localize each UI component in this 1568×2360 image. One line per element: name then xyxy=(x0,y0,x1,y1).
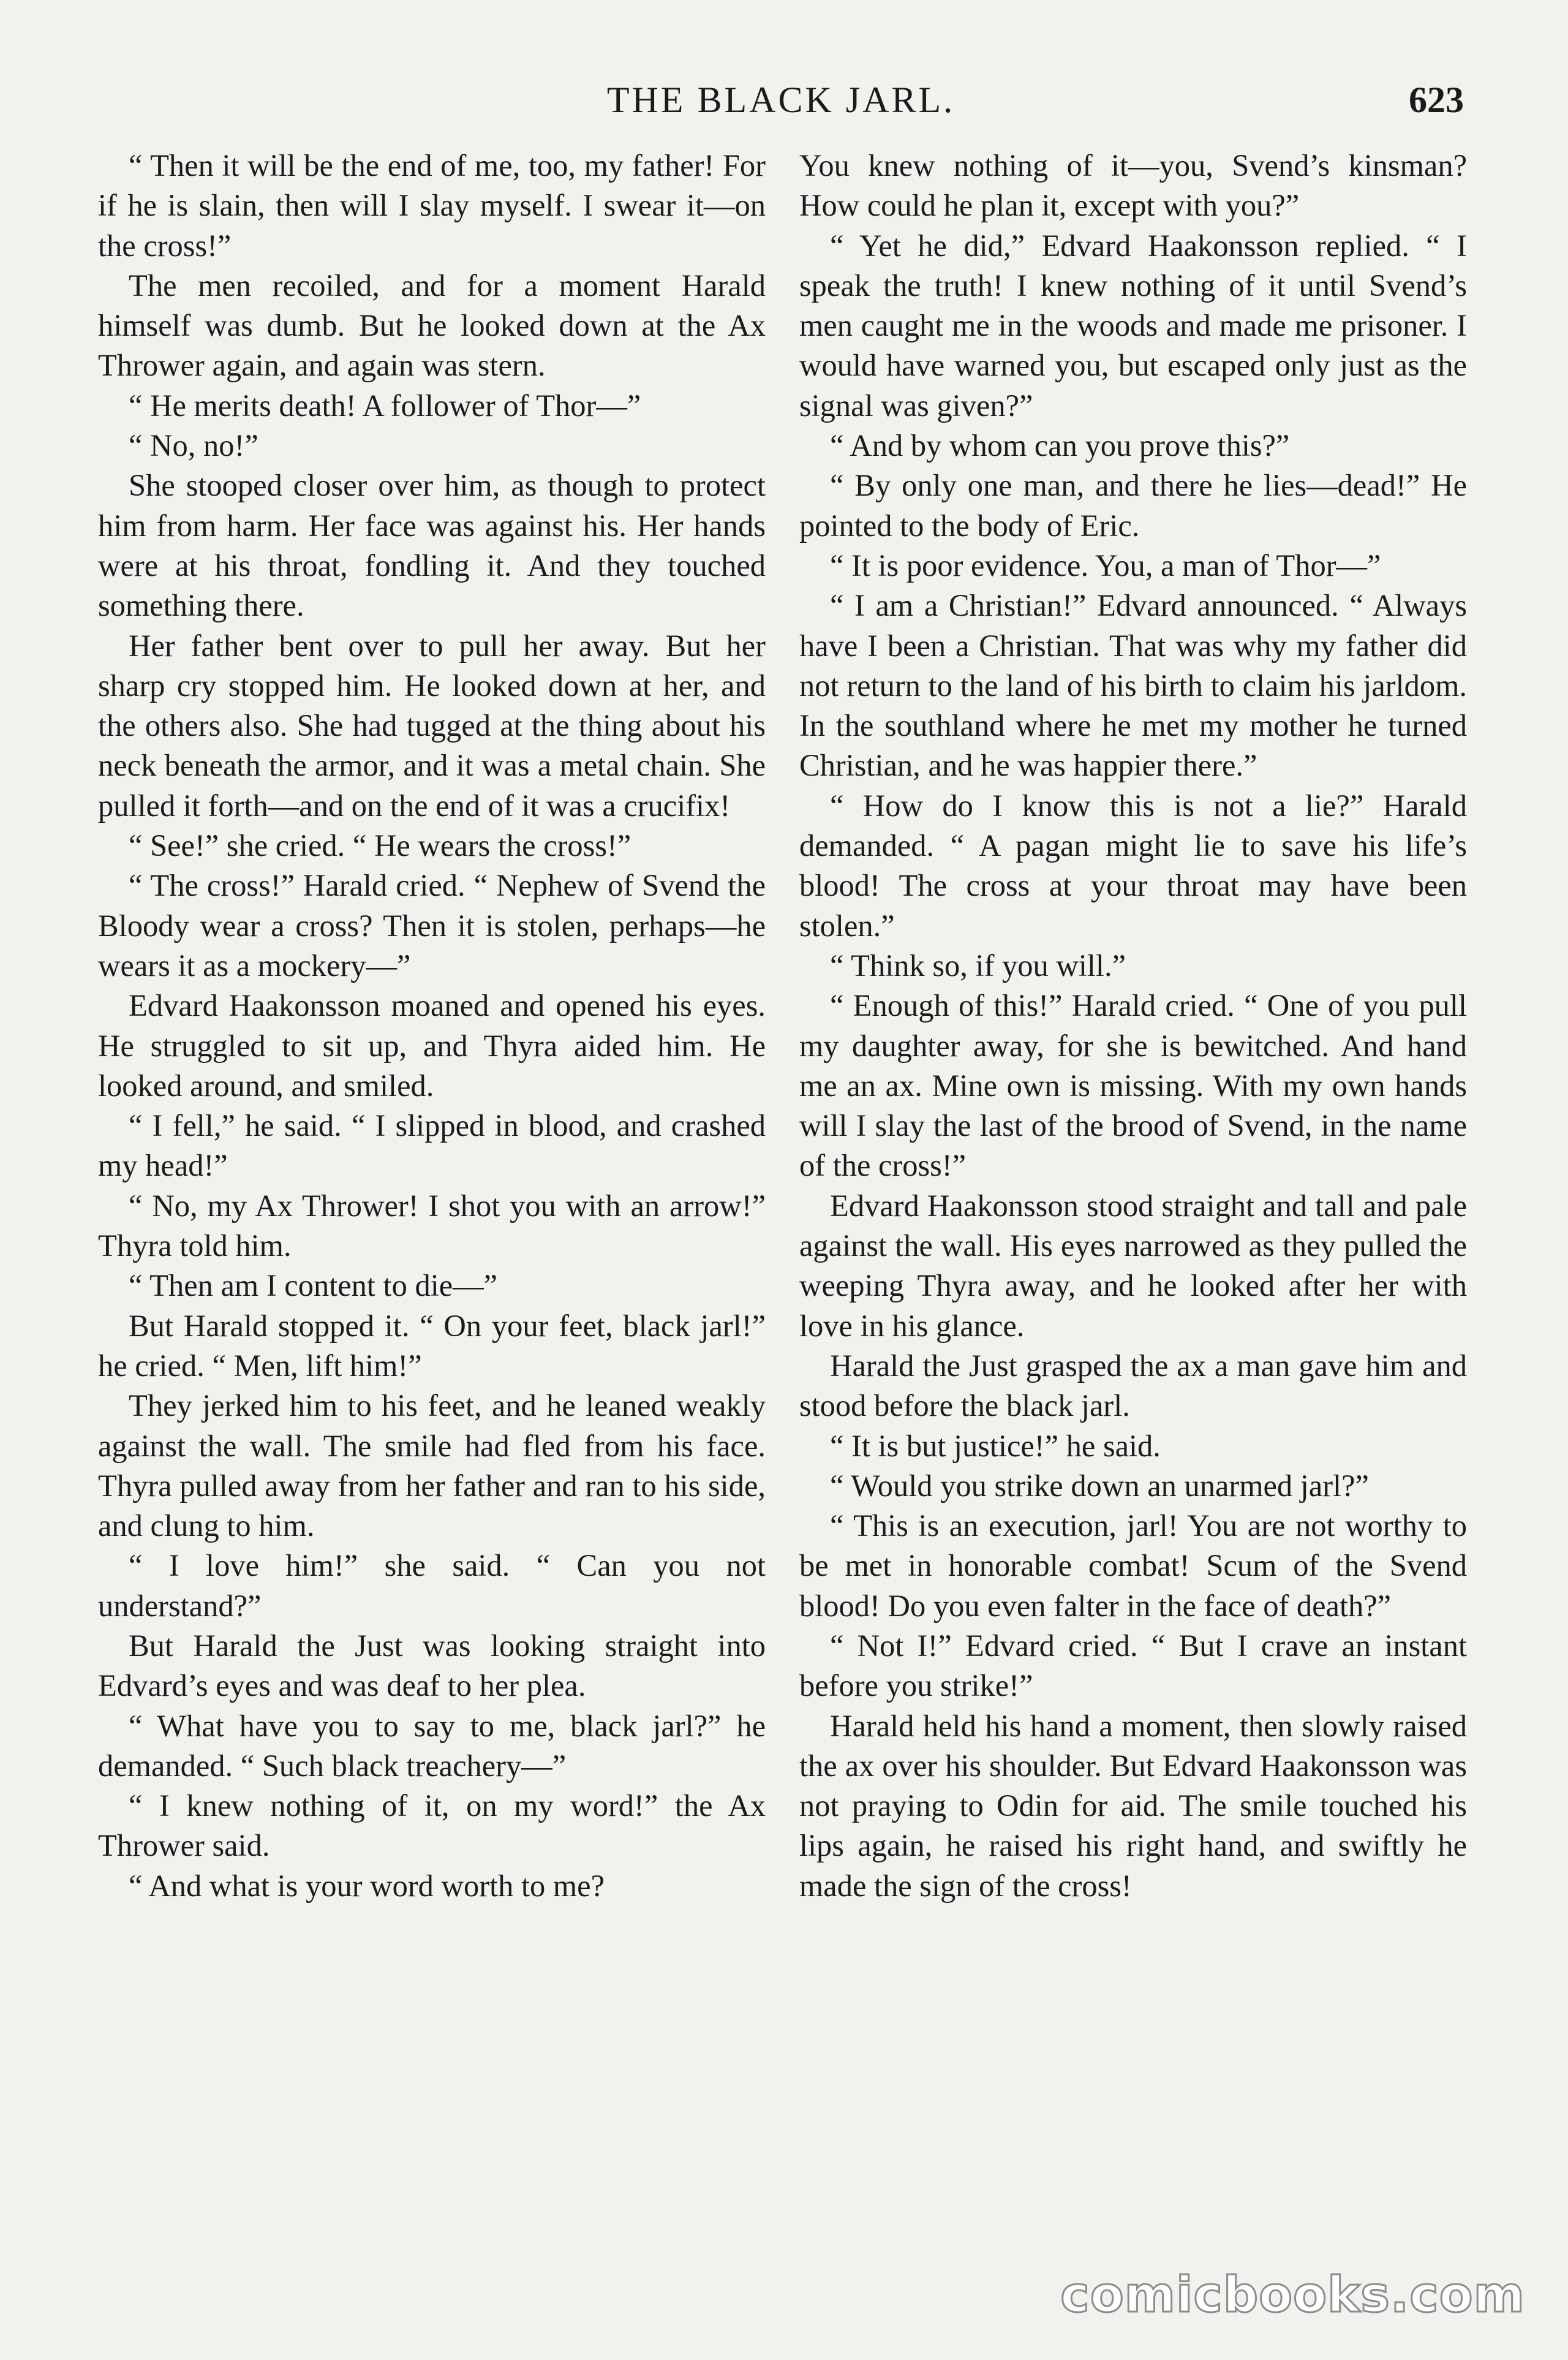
paragraph: “ No, my Ax Thrower! I shot you with an arrow!” Thyra told him. xyxy=(98,1188,766,1263)
paragraph: “ See!” she cried. “ He wears the cross!” xyxy=(129,828,631,863)
paragraph: “ It is but justice!” he said. xyxy=(830,1428,1161,1463)
paragraph: But Harald stopped it. “ On your feet, black jarl!” he cried. “ Men, lift him!” xyxy=(98,1308,766,1383)
paragraph: You knew nothing of it—you, Svend’s kinsman? How could he plan it, except with you?” xyxy=(799,148,1467,223)
paragraph: Her father bent over to pull her away. But her sharp cry stopped him. He looked down at her, and the others also. She had tugged at the thing about his neck beneath the armor, and it was a metal chain. She pulled it forth—and on the end of it was a crucifix! xyxy=(98,628,766,823)
paragraph: “ He merits death! A follower of Thor—” xyxy=(129,388,641,423)
paragraph: “ Yet he did,” Edvard Haakonsson replied. “ I speak the truth! I knew nothing of it until Svend’s men caught me in the woods and made me prisoner. I would have warned you, but escaped only just as the signal was given?” xyxy=(799,228,1467,423)
paragraph: “ This is an execution, jarl! You are not worthy to be met in honorable combat! Scum of the Svend blood! Do you even falter in the face of death?” xyxy=(799,1508,1467,1623)
paragraph: “ I knew nothing of it, on my word!” the Ax Thrower said. xyxy=(98,1788,766,1863)
paragraph: Edvard Haakonsson moaned and opened his eyes. He struggled to sit up, and Thyra aided him. He looked around, and smiled. xyxy=(98,988,766,1103)
right-column xyxy=(799,146,1467,1906)
paragraph: “ No, no!” xyxy=(129,428,258,463)
paragraph: “ By only one man, and there he lies—dead!” He pointed to the body of Eric. xyxy=(799,468,1467,543)
paragraph: “ How do I know this is not a lie?” Harald demanded. “ A pagan might lie to save his life’s blood! The cross at your throat may have been stolen.” xyxy=(799,788,1467,943)
paragraph: “ I fell,” he said. “ I slipped in blood, and crashed my head!” xyxy=(98,1108,766,1183)
page-header xyxy=(98,72,1464,127)
paragraph: “ Then it will be the end of me, too, my father! For if he is slain, then will I slay myself. I swear it—on the cross!” xyxy=(98,148,766,263)
paragraph: “ Not I!” Edvard cried. “ But I crave an instant before you strike!” xyxy=(799,1628,1467,1703)
paragraph: “ Then am I content to die—” xyxy=(129,1268,498,1303)
paragraph: “ Enough of this!” Harald cried. “ One of you pull my daughter away, for she is bewitched. And hand me an ax. Mine own is missing. With my own hands will I slay the last of the brood of Svend, in the name of the cross!” xyxy=(799,988,1467,1183)
paragraph: “ And what is your word worth to me? xyxy=(129,1868,605,1903)
left-column xyxy=(98,146,766,1906)
paragraph: “ The cross!” Harald cried. “ Nephew of Svend the Bloody wear a cross? Then it is stolen, perhaps—he wears it as a mockery—” xyxy=(98,868,766,983)
paragraph: “ It is poor evidence. You, a man of Thor—” xyxy=(830,548,1381,583)
paragraph: But Harald the Just was looking straight into Edvard’s eyes and was deaf to her plea. xyxy=(98,1628,766,1703)
paragraph: “ I love him!” she said. “ Can you not understand?” xyxy=(98,1548,766,1623)
paragraph: “ Think so, if you will.” xyxy=(830,948,1126,983)
paragraph: She stooped closer over him, as though to protect him from harm. Her face was against his. Her hands were at his throat, fondling it. And they touched something there. xyxy=(98,468,766,623)
paragraph: “ I am a Christian!” Edvard announced. “ Always have I been a Christian. That was why my father did not return to the land of his birth to claim his jarldom. In the southland where he met my mother he turned Christian, and he was happier there.” xyxy=(799,588,1467,783)
page-number: 623 xyxy=(1409,80,1464,120)
paragraph: Harald the Just grasped the ax a man gave him and stood before the black jarl. xyxy=(799,1348,1467,1423)
paragraph: Harald held his hand a moment, then slowly raised the ax over his shoulder. But Edvard Haakonsson was not praying to Odin for aid. The smile touched his lips again, he raised his right hand, and swiftly he made the sign of the cross! xyxy=(799,1708,1467,1903)
paragraph: “ Would you strike down an unarmed jarl?” xyxy=(830,1468,1369,1503)
running-head: THE BLACK JARL. xyxy=(606,80,956,120)
watermark: comicbooks.com xyxy=(1060,2266,1525,2323)
paragraph: Edvard Haakonsson stood straight and tall and pale against the wall. His eyes narrowed as they pulled the weeping Thyra away, and he looked after her with love in his glance. xyxy=(799,1188,1467,1343)
paragraph: The men recoiled, and for a moment Harald himself was dumb. But he looked down at the Ax Thrower again, and again was stern. xyxy=(98,268,766,383)
paragraph: “ And by whom can you prove this?” xyxy=(830,428,1290,463)
paragraph: They jerked him to his feet, and he leaned weakly against the wall. The smile had fled from his face. Thyra pulled away from her father and ran to his side, and clung to him. xyxy=(98,1388,766,1543)
paragraph: “ What have you to say to me, black jarl?” he demanded. “ Such black treachery—” xyxy=(98,1708,766,1783)
